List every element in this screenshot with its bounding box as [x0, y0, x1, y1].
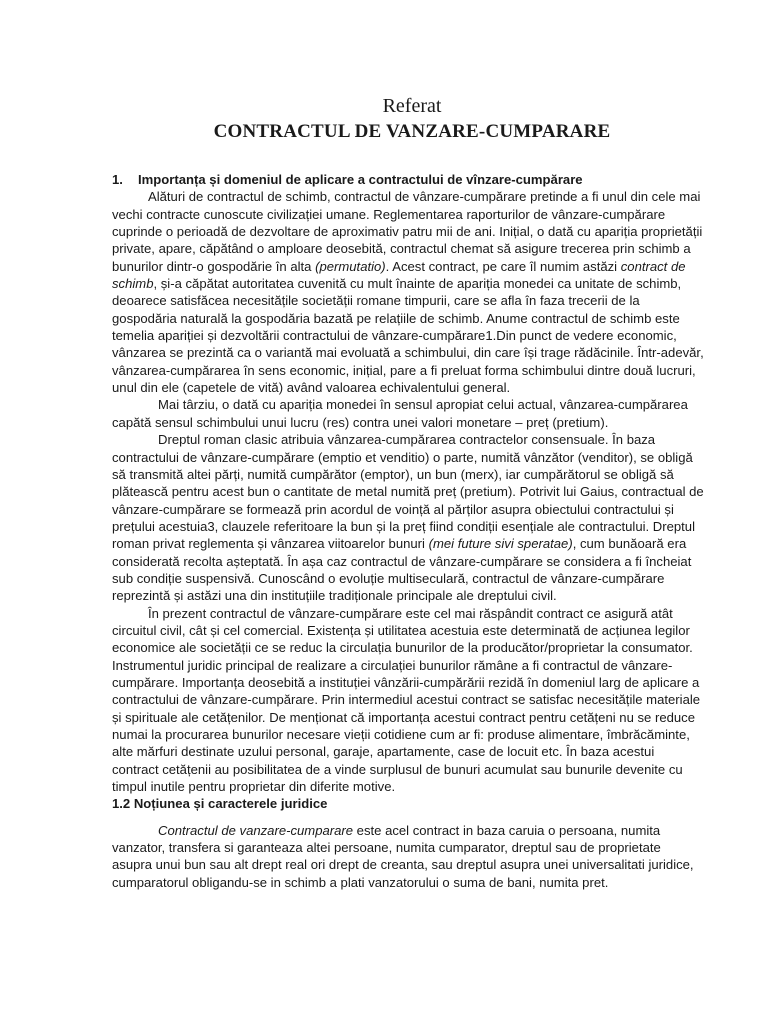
section-1-number: 1.	[112, 172, 123, 187]
italic-term-permutatio: (permutatio)	[315, 258, 386, 274]
section-1-paragraph-3	[112, 431, 704, 604]
spacer	[112, 813, 704, 822]
italic-term-contract-definition: Contractul de vanzare-cumparare	[158, 822, 354, 838]
section-1-paragraph-1	[112, 188, 704, 396]
document-title-referat: Referat	[382, 95, 442, 117]
document-body	[112, 171, 704, 891]
section-1-2-heading: 1.2 Noțiunea și caracterele juridice	[112, 796, 328, 812]
paragraph-text: este acel contract in baza caruia o persoana, numita vanzator, transfera si garanteaza altei persoane, numita cumparator, dreptul sau de proprietate asupra unui bun sau alt drept real ori drept de creanta, sau dreptul asupra unei universalitati juridice, cumparatorul obligandu-se in schimb a plati vanzatorului o suma de bani, numita pret.	[112, 822, 694, 890]
title-block	[112, 94, 712, 144]
section-1-paragraph-4: În prezent contractul de vânzare-cumpărare este cel mai răspândit contract ce asigură atât circuitul civil, cât și cel comercial. Existența și utilitatea acestuia este determinată de acțiunea legilor economice ale societății ce se reduc la circulația bunurilor de la producător/proprietar la consumator. Instrumentul juridic principal de realizare a circulației bunurilor rămâne a fi contractul de vânzare-cumpărare. Importanța deosebită a instituției vânzării-cumpărării rezidă în domeniul larg de aplicare a contractului de vânzare-cumpărare. Prin intermediul acestui contract se satisfac necesitățile materiale și spirituale ale cetățenilor. De menționat că importanța acestui contract pentru cetățeni nu se reduce numai la procurarea bunurilor necesare vieții cotidiene cum ar fi: produse alimentare, îmbrăcăminte, alte mărfuri destinate uzului personal, garaje, apartamente, case de locuit etc. În baza acestui contract cetățenii au posibilitatea de a vinde surplusul de bunuri acumulat sau bunurile devenite cu timpul inutile pentru proprietar din diferite motive.	[112, 605, 701, 795]
paragraph-text: Alături de contractul de schimb, contractul de vânzare-cumpărare pretinde a fi unul din cele mai vechi contracte cunoscute civilizației umane. Reglementarea raporturilor de vânzare-cumpărare cuprinde o perioadă de dezvoltare de aproximativ patru mii de ani. Inițial, o dată cu apariția proprietății private, apare, căpătând o amploare deosebită, contractul chemat să asigure trecerea prin schimb a bunurilor dintr-o gospodărie în alta	[112, 189, 703, 274]
section-1-heading-text: Importanța și domeniul de aplicare a contractului de vînzare-cumpărare	[138, 172, 583, 187]
italic-term-mei-future: (mei future sivi speratae)	[428, 536, 573, 552]
section-1-2-paragraph-1	[112, 822, 704, 891]
section-1-paragraph-2: Mai târziu, o dată cu apariția monedei în sensul apropiat celui actual, vânzarea-cumpărarea capătă sensul schimbului unui lucru (res) contra unei valori monetare – preț (pretium).	[112, 397, 688, 430]
italic-term-contract-de-schimb: contract de schimb	[112, 258, 686, 292]
section-1-heading	[112, 171, 704, 188]
document-title-main: CONTRACTUL DE VANZARE-CUMPARARE	[213, 121, 611, 142]
paragraph-text: . Acest contract, pe care îl numim astăzi	[385, 258, 621, 274]
paragraph-text: , și-a căpătat autoritatea cuvenită cu mult înainte de apariția monedei ca unitate de schimb, deoarece satisfăcea necesitățile societății romane timpurii, care se afla în faza trecerii de la gospodăria naturală la gospodăria bazată pe relațiile de schimb. Anume contractul de schimb este temelia apariției și dezvoltării contractului de vânzare-cumpărare1.Din punct de vedere economic, vânzarea se prezintă ca o variantă mai evoluată a schimbului, din care își trage rădăcinile. Într-adevăr, vânzarea-cumpărarea în sens economic, inițial, pare a fi preluat forma schimbului dintre două lucruri, unul din ele (capetele de vită) având valoarea echivalentului general.	[112, 276, 704, 396]
paragraph-text: Dreptul roman clasic atribuia vânzarea-cumpărarea contractelor consensuale. În baza contractului de vânzare-cumpărare (emptio et venditio) o parte, numită vânzător (venditor), se obligă să transmită altei părți, numită cumpărător (emptor), un bun (merx), iar cumpărătorul se obligă să plătească pentru acest bun o cantitate de metal numită preț (pretium). Potrivit lui Gaius, contractual de vânzare-cumpărare se formează prin acordul de voință al părților asupra obiectului contractului și prețului acestuia3, clauzele referitoare la bun și la preț fiind condiții esențiale ale contractului. Dreptul roman privat reglementa și vânzarea viitoarelor bunuri	[112, 432, 704, 552]
paragraph-text: , cum bunăoară era considerată recolta așteptată. În așa caz contractul de vânzare-cumpărare se considera a fi încheiat sub condiție suspensivă. Cunoscând o evoluție multiseculară, contractul de vânzare-cumpărare reprezintă și astăzi una din instituțiile tradiționale principale ale dreptului civil.	[112, 536, 692, 604]
